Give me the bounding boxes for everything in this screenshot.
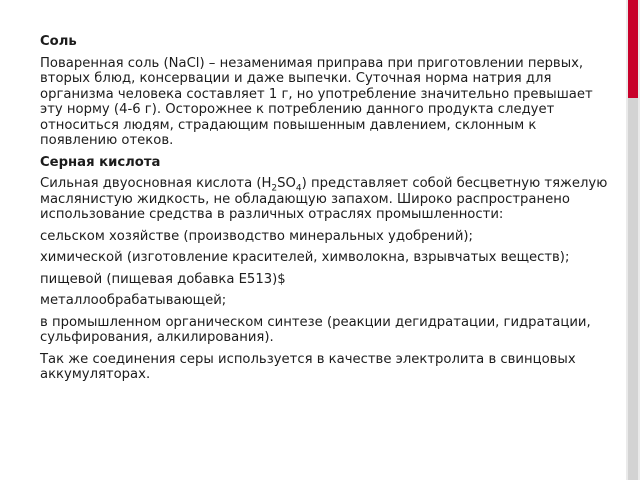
section-title-salt: Соль bbox=[40, 34, 77, 49]
usage-organic-synthesis: в промышленном органическом синтезе (реакции дегидратации, гидратации, сульфирования, алкилирования). bbox=[40, 314, 591, 345]
vertical-scrollbar[interactable] bbox=[626, 0, 640, 480]
usage-agriculture: сельском хозяйстве (производство минеральных удобрений); bbox=[40, 228, 473, 244]
usage-food: пищевой (пищевая добавка Е513)$ bbox=[40, 271, 286, 287]
usage-batteries: Так же соединения серы используется в качестве электролита в свинцовых аккумуляторах. bbox=[40, 351, 576, 382]
sulfuric-acid-intro bbox=[40, 176, 615, 223]
usage-metalworking: металлообрабатывающей; bbox=[40, 293, 227, 308]
usage-chemical: химической (изготовление красителей, химволокна, взрывчатых веществ); bbox=[40, 250, 570, 265]
scrollbar-accent bbox=[628, 0, 638, 98]
salt-paragraph: Поваренная соль (NaCl) – незаменимая приправа при приготовлении первых, вторых блюд, консервации и даже выпечки. Суточная норма натрия для организма человека составляет 1 г, но употребление значительно превышает эту норму (4-6 г). Осторожнее к потреблению данного продукта следует относиться людям, страдающим повышенным давлением, склонным к появлению отеков. bbox=[40, 55, 593, 148]
document-content bbox=[40, 34, 615, 389]
intro-text-before: Сильная двуосновная кислота (H bbox=[40, 176, 272, 191]
intro-text-after: ) представляет собой бесцветную тяжелую маслянистую жидкость, не обладающую запахом. Широко распространено использование средства в различных отраслях промышленности: bbox=[40, 176, 608, 222]
subscript-2: 2 bbox=[271, 183, 278, 194]
section-title-sulfuric-acid: Серная кислота bbox=[40, 154, 161, 170]
subscript-4: 4 bbox=[295, 183, 302, 194]
scrollbar-track[interactable] bbox=[628, 98, 638, 480]
intro-text-mid: SO bbox=[277, 176, 296, 191]
